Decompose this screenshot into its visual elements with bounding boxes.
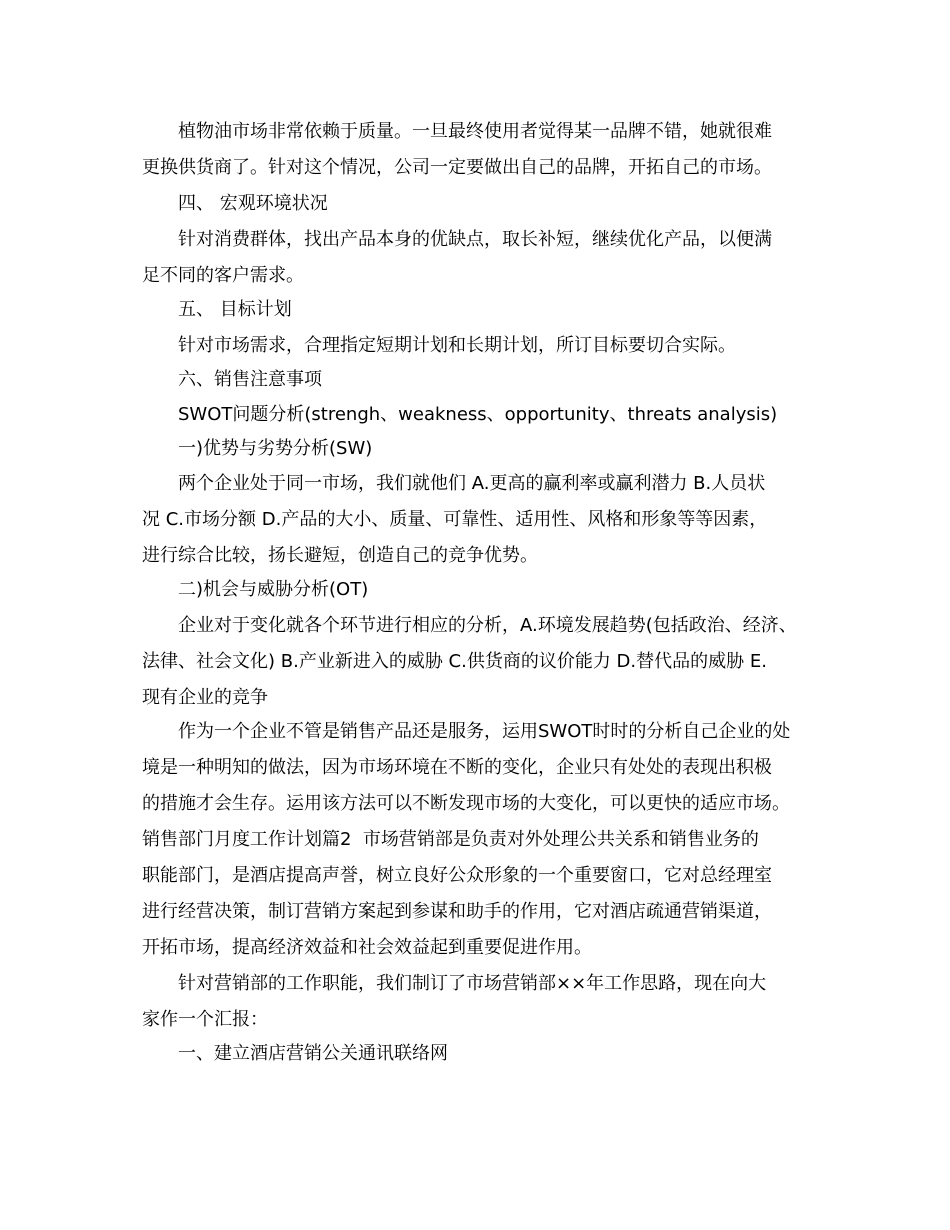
body-text-line: 两个企业处于同一市场，我们就他们 A.更高的赢利率或赢利潜力 B.人员状 xyxy=(178,473,766,494)
body-text-line: SWOT问题分析(strengh、weakness、opportunity、threats analysis) xyxy=(178,404,778,425)
body-text-line: 法律、社会文化) B.产业新进入的威胁 C.供货商的议价能力 D.替代品的威胁 E. xyxy=(142,651,767,672)
body-text-line: 家作一个汇报： xyxy=(142,1009,268,1030)
body-text-line: 更换供货商了。针对这个情况，公司一定要做出自己的品牌，开拓自己的市场。 xyxy=(142,157,772,178)
body-text-line: 作为一个企业不管是销售产品还是服务，运用SWOT时时的分析自己企业的处 xyxy=(178,721,791,742)
body-text-line: 况 C.市场分额 D.产品的大小、质量、可靠性、适用性、风格和形象等等因素， xyxy=(142,509,768,530)
section-heading: 四、 宏观环境状况 xyxy=(178,193,328,214)
body-text-line: 针对消费群体，找出产品本身的优缺点，取长补短，继续优化产品，以便满 xyxy=(178,229,772,250)
body-text-line: 开拓市场，提高经济效益和社会效益起到重要促进作用。 xyxy=(142,937,592,958)
body-text-line: 企业对于变化就各个环节进行相应的分析，A.环境发展趋势(包括政治、经济、 xyxy=(178,615,797,636)
body-text-line: 足不同的客户需求。 xyxy=(142,265,304,286)
subsection-heading: 二)机会与威胁分析(OT) xyxy=(178,579,369,600)
body-text-line: 职能部门，是酒店提高声誉，树立良好公众形象的一个重要窗口，它对总经理室 xyxy=(142,865,772,886)
body-text-line: 进行综合比较，扬长避短，创造自己的竞争优势。 xyxy=(142,545,538,566)
body-text-line: 针对市场需求，合理指定短期计划和长期计划，所订目标要切合实际。 xyxy=(178,335,736,356)
body-text-line: 进行经营决策，制订营销方案起到参谋和助手的作用，它对酒店疏通营销渠道， xyxy=(142,901,772,922)
body-text-line: 针对营销部的工作职能，我们制订了市场营销部××年工作思路，现在向大 xyxy=(178,973,767,994)
body-text-line: 现有企业的竞争 xyxy=(142,687,268,708)
body-text-line: 境是一种明知的做法，因为市场环境在不断的变化，企业只有处处的表现出积极 xyxy=(142,757,772,778)
section-heading: 一、建立酒店营销公关通讯联络网 xyxy=(178,1043,448,1064)
section-heading: 五、 目标计划 xyxy=(178,299,292,320)
section-heading: 六、销售注意事项 xyxy=(178,369,322,390)
body-text-line: 的措施才会生存。运用该方法可以不断发现市场的大变化，可以更快的适应市场。 xyxy=(142,793,790,814)
body-text-line: 植物油市场非常依赖于质量。一旦最终使用者觉得某一品牌不错，她就很难 xyxy=(178,121,772,142)
subsection-heading: 一)优势与劣势分析(SW) xyxy=(178,438,373,459)
body-text-line: 销售部门月度工作计划篇2 市场营销部是负责对外处理公共关系和销售业务的 xyxy=(142,829,759,850)
